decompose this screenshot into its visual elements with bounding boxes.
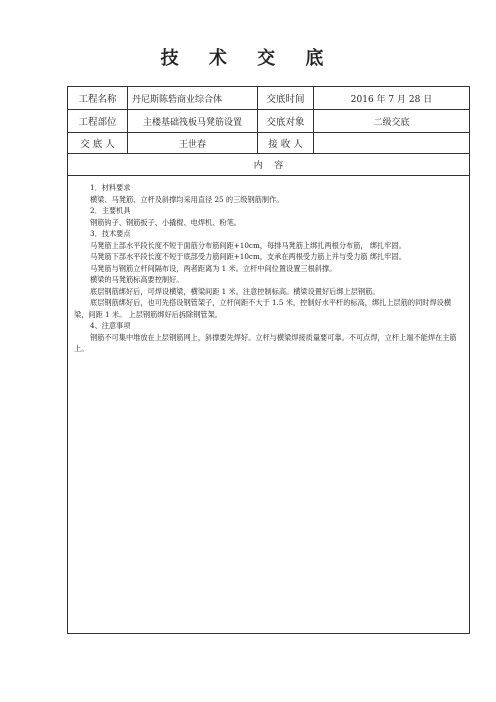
content-line: 2．主要机具 bbox=[90, 206, 131, 215]
project-name-value: 丹尼斯陈砦商业综合体 bbox=[128, 87, 258, 109]
document-title: 技 术 交 底 bbox=[160, 48, 336, 69]
content-heading: 内 容 bbox=[253, 161, 284, 171]
row-project-name bbox=[68, 87, 469, 110]
content-line: 马凳筋与钢筋立杆间隔布设，两者距离为 1 米。立杆中间位置设置三根斜撑。 bbox=[90, 263, 337, 273]
content-line: 底层钢筋绑好后，也可先搭设钢管架子，立杆间距不大于 1.5 米，控制好水平杆的标高，绑扎上层筋的同时焊设横梁，间距 1 米。 上层钢筋绑好后拆除钢管架。 bbox=[74, 298, 452, 319]
content-line: 1．材料要求 bbox=[90, 183, 131, 192]
presenter-value: 王世春 bbox=[128, 133, 258, 153]
row-presenter bbox=[68, 133, 469, 154]
part-value: 主楼基础筏板马凳筋设置 bbox=[128, 110, 258, 132]
target-label: 交底对象 bbox=[258, 110, 314, 132]
receiver-value bbox=[314, 133, 469, 153]
content-body bbox=[68, 178, 469, 355]
content-line: 底层钢筋绑好后，可焊设横梁，横梁间距 1 米。注意控制标高。横梁设置好后绑上层钢筋。 bbox=[90, 286, 380, 296]
row-project-part bbox=[68, 110, 469, 133]
date-label: 交底时间 bbox=[258, 87, 314, 109]
row-content-heading bbox=[68, 154, 469, 176]
content-line: 3．技术要点 bbox=[90, 229, 131, 238]
presenter-label: 交 底 人 bbox=[68, 133, 128, 153]
content-line: 马凳筋下部水平段长度不短于底部受力筋间距+10cm，支承在两根受力筋上并与受力筋 绑扎牢固。 bbox=[90, 252, 406, 261]
receiver-label: 接 收 人 bbox=[258, 133, 314, 153]
content-line: 4、注意事项 bbox=[90, 321, 131, 330]
project-name-label: 工程名称 bbox=[68, 87, 128, 109]
content-line: 钢筋钩子、钢筋扳子、小撬棍、电焊机、粉笔。 bbox=[90, 217, 241, 227]
date-value: 2016 年 7 月 28 日 bbox=[350, 94, 433, 105]
content-line: 马凳筋上部水平段长度不短于面筋分布筋间距+10cm，每排马凳筋上绑扎两根分布筋， 绑扎牢固。 bbox=[90, 240, 406, 250]
target-value: 二级交底 bbox=[373, 117, 410, 128]
content-line: 横梁的马凳筋标高要控制好。 bbox=[90, 275, 184, 284]
content-line: 横梁、马凳筋、立杆及斜撑均采用直径 25 的三级钢筋制作。 bbox=[90, 194, 284, 204]
content-line: 钢筋不可集中堆放在上层钢筋网上，斜撑要先焊好。立杆与横梁焊接质量要可靠。不可点焊，立杆上端不能焊在主筋上。 bbox=[74, 332, 457, 353]
technical-disclosure-form bbox=[67, 86, 470, 634]
part-label: 工程部位 bbox=[68, 110, 128, 132]
